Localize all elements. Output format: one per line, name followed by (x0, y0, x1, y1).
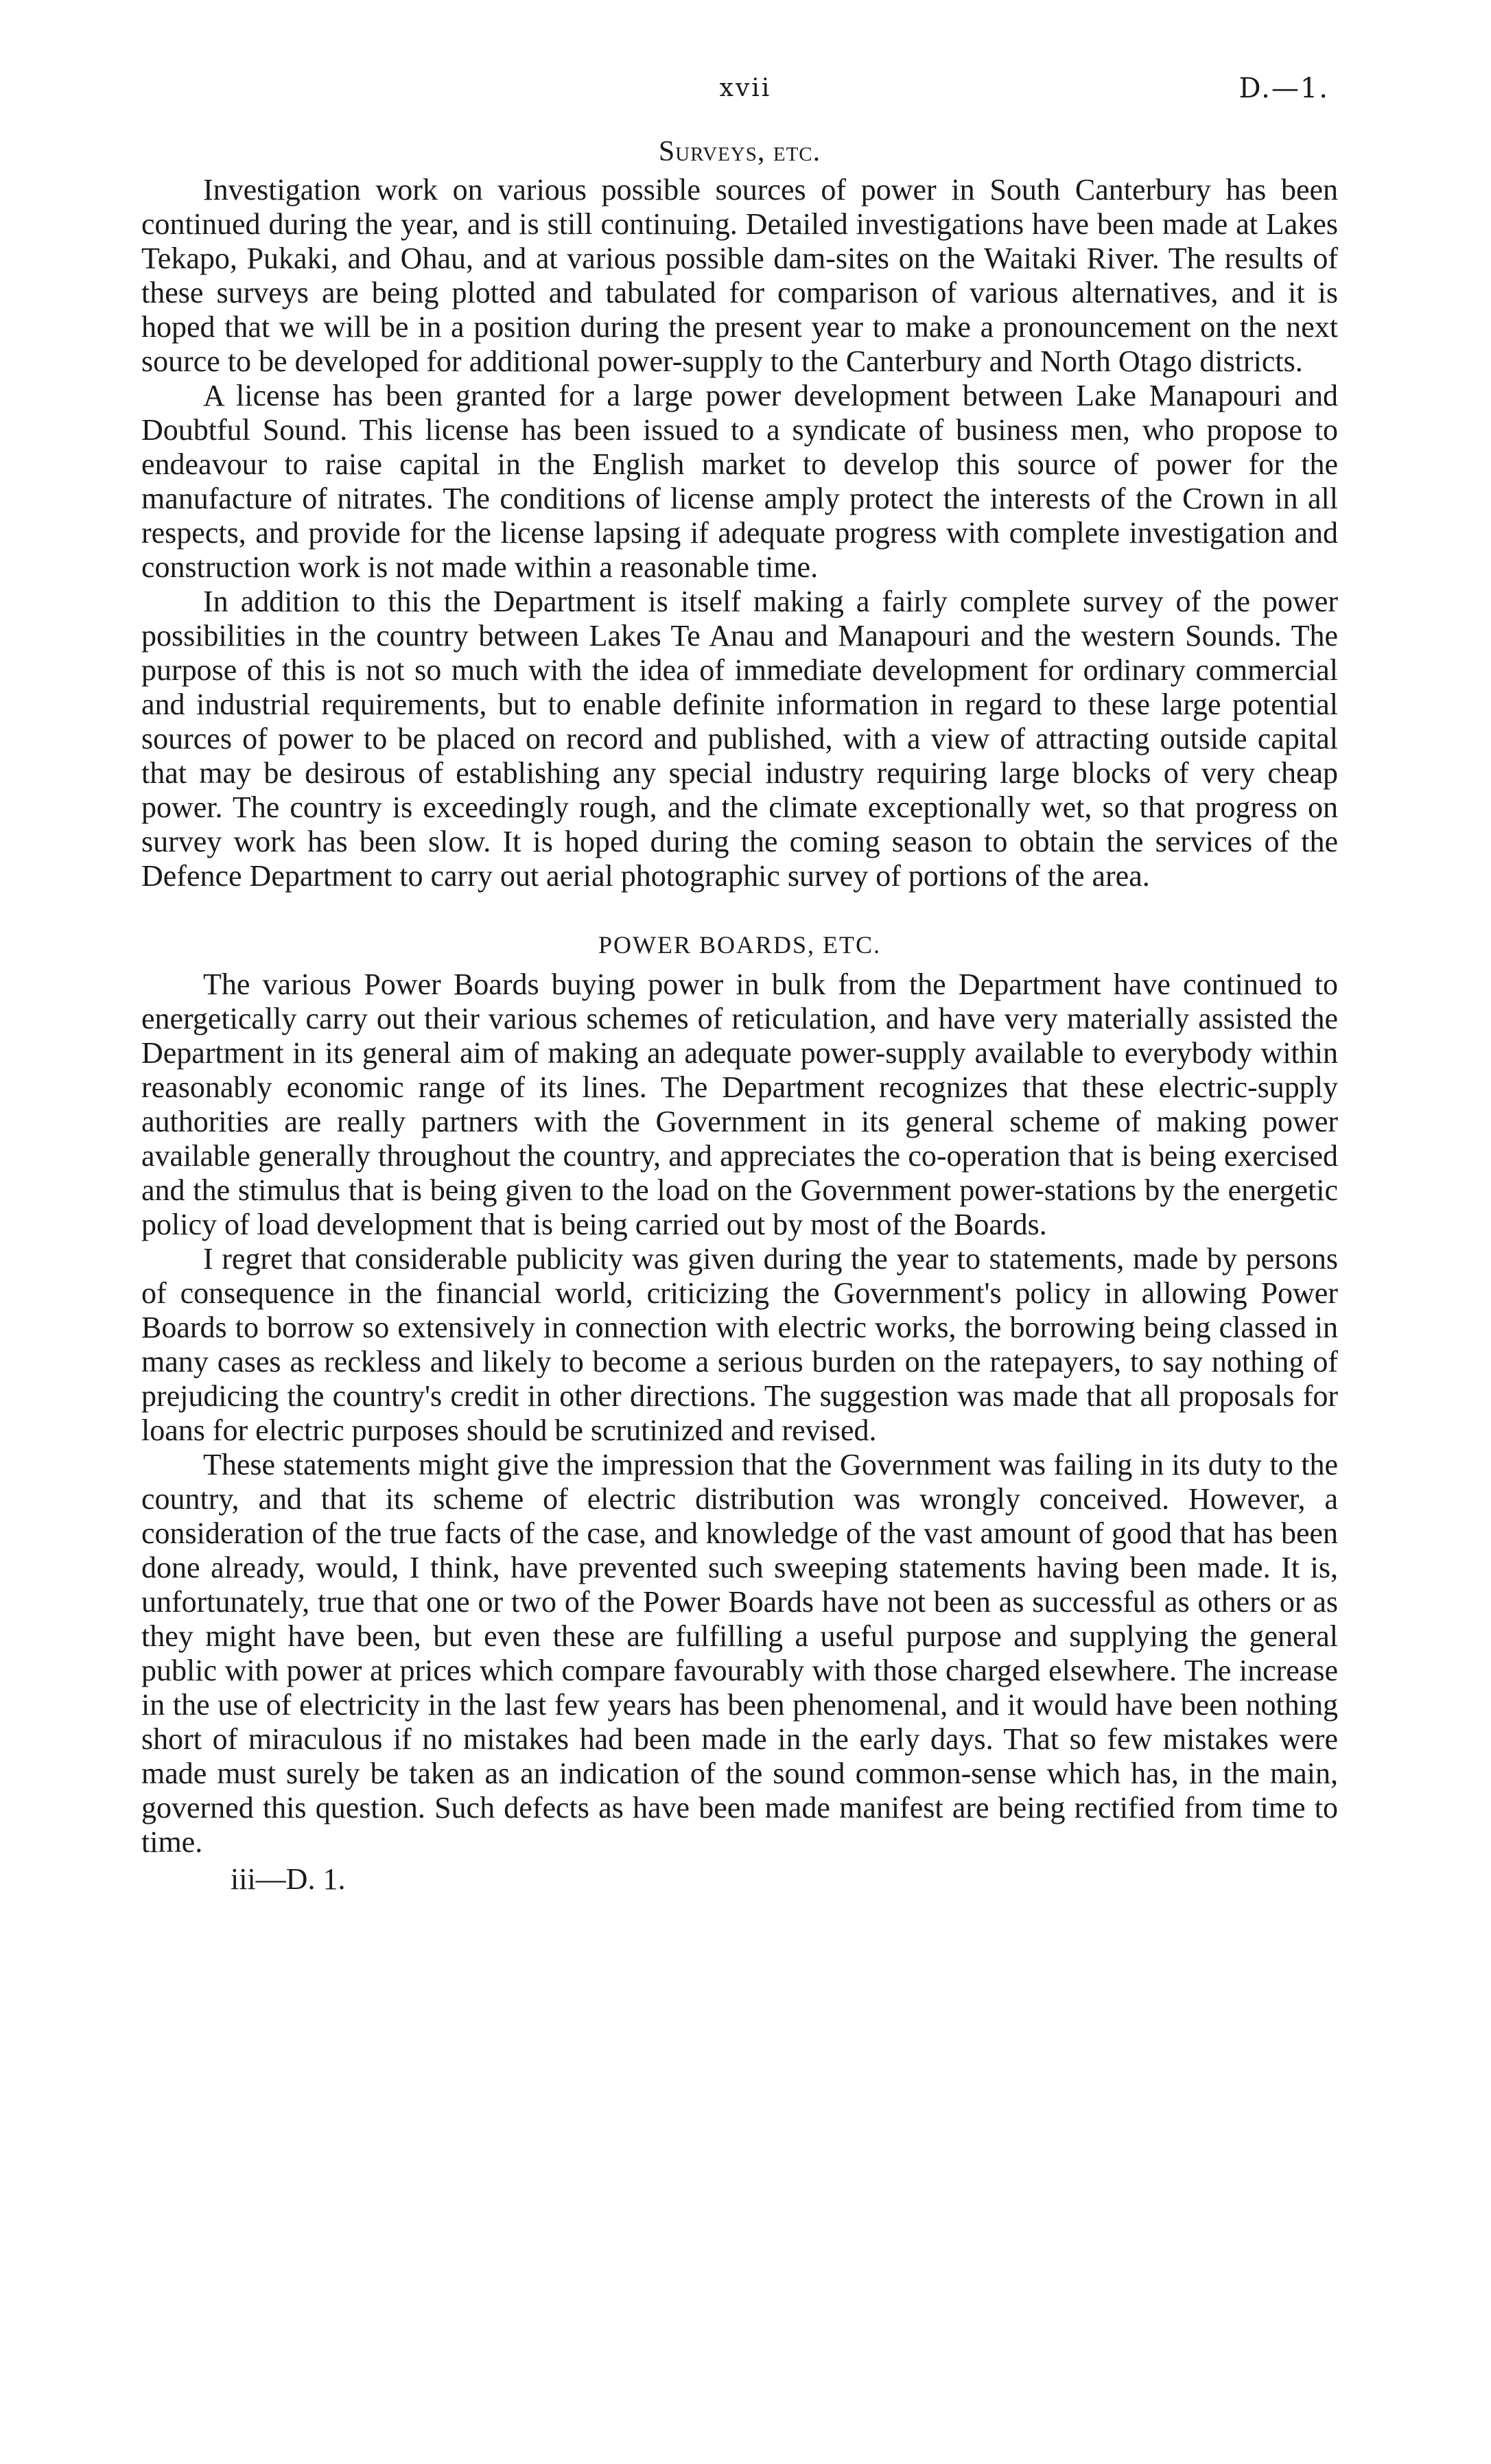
text-column (141, 134, 1338, 1897)
paragraph: Investigation work on various possible sources of power in South Canterbury has been continued during the year, and is still continuing. Detailed investigations have been made at Lakes Tekapo, Pukaki, and Ohau, and at various possible dam-sites on the Waitaki River. The results of these surveys are being plotted and tabulated for comparison of various alternatives, and it is hoped that we will be in a position during the present year to make a pronouncement on the next source to be developed for additional power-supply to the Canterbury and North Otago districts. (141, 173, 1338, 378)
document-reference: D.—1. (1238, 73, 1329, 104)
signature-mark: iii—D. 1. (231, 1862, 346, 1896)
page-number: xvii (719, 74, 772, 102)
section-heading-power-boards: POWER BOARDS, ETC. (598, 931, 882, 959)
paragraph: A license has been granted for a large power development between Lake Manapouri and Doubtful Sound. This license has been issued to a syndicate of business men, who propose to endeavour to raise capital in the English market to develop this source of power for the manufacture of nitrates. The conditions of license amply protect the interests of the Crown in all respects, and provide for the license lapsing if adequate progress with complete investigation and construction work is not made within a reasonable time. (141, 379, 1338, 584)
paragraph: The various Power Boards buying power in bulk from the Department have continued to energetically carry out their various schemes of reticulation, and have very materially assisted the Department in its general aim of making an adequate power-supply available to everybody within reasonably economic range of its lines. The Department recognizes that these electric-supply authorities are really partners with the Government in its general scheme of making power available generally throughout the country, and appreciates the co-operation that is being exercised and the stimulus that is being given to the load on the Government power-stations by the energetic policy of load development that is being carried out by most of the Boards. (141, 967, 1338, 1241)
paragraph: These statements might give the impression that the Government was failing in its duty to the country, and that its scheme of electric distribution was wrongly conceived. However, a consideration of the true facts of the case, and knowledge of the vast amount of good that has been done already, would, I think, have prevented such sweeping statements having been made. It is, unfortunately, true that one or two of the Power Boards have not been as successful as others or as they might have been, but even these are fulfilling a useful purpose and supplying the general public with power at prices which compare favourably with those charged elsewhere. The increase in the use of electricity in the last few years has been phenomenal, and it would have been nothing short of miraculous if no mistakes had been made in the early days. That so few mistakes were made must surely be taken as an indication of the sound common-sense which has, in the main, governed this question. Such defects as have been made manifest are being rectified from time to time. (141, 1448, 1338, 1859)
section-heading-surveys: Surveys, etc. (658, 136, 821, 167)
paragraph: In addition to this the Department is itself making a fairly complete survey of the power possibilities in the country between Lakes Te Anau and Manapouri and the western Sounds. The purpose of this is not so much with the idea of immediate development for ordinary commercial and industrial requirements, but to enable definite information in regard to these large potential sources of power to be placed on record and published, with a view of attracting outside capital that may be desirous of establishing any special industry requiring large blocks of very cheap power. The country is exceedingly rough, and the climate exceptionally wet, so that progress on survey work has been slow. It is hoped during the coming season to obtain the services of the Defence Department to carry out aerial photographic survey of portions of the area. (141, 585, 1338, 893)
paragraph: I regret that considerable publicity was given during the year to statements, made by persons of consequence in the financial world, criticizing the Government's policy in allowing Power Boards to borrow so extensively in connection with electric works, the borrowing being classed in many cases as reckless and likely to become a serious burden on the ratepayers, to say nothing of prejudicing the country's credit in other directions. The suggestion was made that all proposals for loans for electric purposes should be scrutinized and revised. (141, 1242, 1338, 1447)
